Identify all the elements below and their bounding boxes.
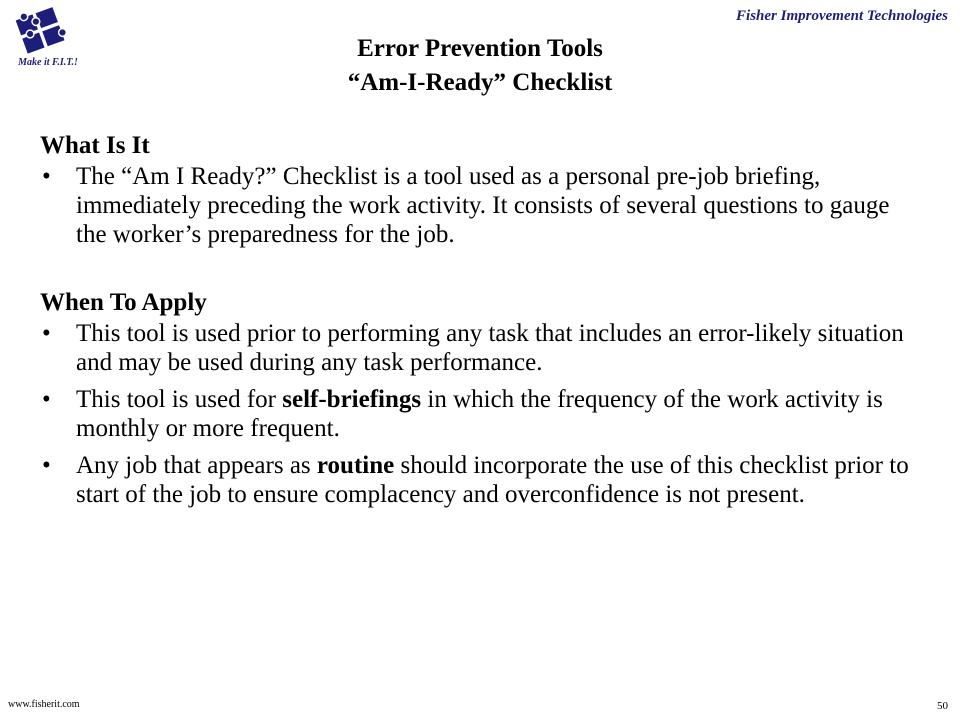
bullet-text: This tool is used prior to performing any task that includes an error-likely situation and may be used during any task performance.	[76, 320, 904, 376]
footer-url: www.fisherit.com	[8, 699, 80, 710]
bullet-text-part: in which the frequency of the work activity is monthly or more frequent.	[76, 386, 883, 442]
section-heading-what-is-it: What Is It	[40, 132, 150, 159]
puzzle-logo-icon	[12, 2, 70, 58]
title-line-1: Error Prevention Tools	[357, 35, 603, 62]
bullet-icon: •	[42, 452, 51, 479]
bullet-list-when-to-apply	[40, 319, 920, 509]
bullet-icon: •	[42, 163, 51, 190]
bullet-item	[40, 319, 920, 377]
slide-content	[40, 130, 920, 509]
company-logo	[8, 2, 80, 70]
logo-caption: Make it F.I.T.!	[18, 57, 78, 68]
bullet-icon: •	[42, 320, 51, 347]
bullet-item	[40, 451, 920, 509]
bullet-icon: •	[42, 386, 51, 413]
bullet-text-part: Any job that appears as	[76, 452, 317, 479]
page-number: 50	[937, 700, 948, 712]
section-heading-when-to-apply: When To Apply	[40, 289, 207, 316]
bullet-item	[40, 162, 920, 249]
bullet-emphasis: routine	[316, 452, 395, 479]
bullet-emphasis: self-briefings	[282, 386, 422, 413]
company-name: Fisher Improvement Technologies	[736, 8, 948, 24]
bullet-text: The “Am I Ready?” Checklist is a tool used as a personal pre-job briefing, immediately preceding the work activity. It consists of several questions to gauge the worker’s preparedness for the job.	[76, 163, 890, 248]
page-title	[180, 32, 780, 100]
bullet-text-part: should incorporate the use of this checklist prior to start of the job to ensure complacency and overconfidence is not present.	[76, 452, 909, 508]
title-line-2: “Am-I-Ready” Checklist	[347, 69, 613, 96]
bullet-item	[40, 385, 920, 443]
bullet-text-part: This tool is used for	[76, 386, 283, 413]
bullet-list-what-is-it	[40, 162, 920, 249]
